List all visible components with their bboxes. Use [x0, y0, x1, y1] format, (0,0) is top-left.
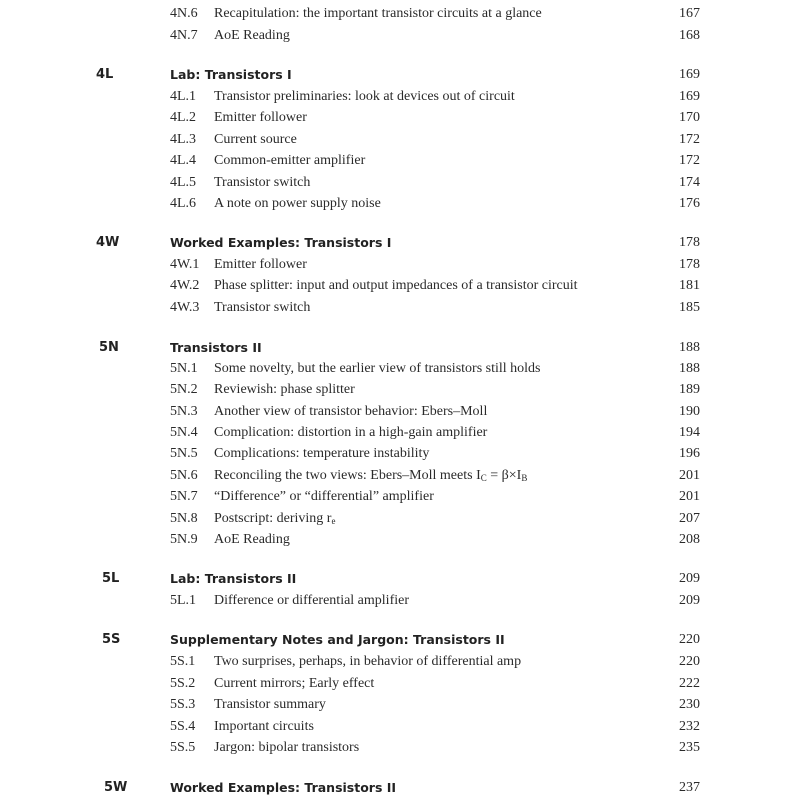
toc-chapter-row[interactable]	[0, 65, 800, 85]
page-number: 169	[679, 89, 700, 104]
section-title	[214, 359, 540, 379]
section-title-text: Phase splitter: input and output impedances of a transistor circuit	[214, 278, 578, 293]
chapter-title: Transistors II	[170, 340, 262, 355]
section-number: 5S.2	[170, 676, 196, 691]
toc-section-row[interactable]	[0, 509, 800, 529]
toc-section-row[interactable]	[0, 674, 800, 694]
section-number: 5N.2	[170, 382, 198, 397]
chapter-code: 5L	[102, 571, 120, 586]
section-number: 5N.7	[170, 489, 198, 504]
section-number: 5N.9	[170, 532, 198, 547]
page-number: 181	[679, 278, 700, 293]
page-number: 209	[679, 593, 700, 608]
chapter-title: Worked Examples: Transistors I	[170, 235, 392, 250]
section-title-text: AoE Reading	[214, 28, 290, 43]
toc-section-row[interactable]	[0, 108, 800, 128]
section-title-text: Reconciling the two views: Ebers–Moll meets I	[214, 468, 481, 483]
toc-section-row[interactable]	[0, 466, 800, 486]
section-title-text: Postscript: deriving r	[214, 511, 332, 526]
section-title	[214, 423, 487, 443]
toc-section-row[interactable]	[0, 359, 800, 379]
section-title-text: Transistor summary	[214, 697, 326, 712]
toc-section-row[interactable]	[0, 4, 800, 24]
section-title-text: Reviewish: phase splitter	[214, 382, 355, 397]
section-title	[214, 652, 521, 672]
chapter-title: Lab: Transistors I	[170, 67, 292, 82]
section-number: 5N.8	[170, 511, 198, 526]
section-title	[214, 674, 374, 694]
toc-section-row[interactable]	[0, 423, 800, 443]
section-number: 4L.4	[170, 153, 197, 168]
section-number: 4L.6	[170, 196, 197, 211]
section-title-text: Recapitulation: the important transistor circuits at a glance	[214, 6, 542, 21]
toc-section-row[interactable]	[0, 402, 800, 422]
chapter-code: 5W	[104, 780, 128, 795]
section-title	[214, 466, 527, 488]
section-number: 4W.1	[170, 257, 200, 272]
section-title	[214, 380, 355, 400]
toc-chapter-row[interactable]	[0, 778, 800, 798]
page-number: 172	[679, 153, 700, 168]
subscript: C	[480, 473, 487, 483]
section-title	[214, 276, 578, 296]
toc-section-row[interactable]	[0, 530, 800, 550]
chapter-code: 5S	[102, 632, 121, 647]
section-title-text: Current mirrors; Early effect	[214, 676, 375, 691]
section-title-text: A note on power supply noise	[214, 196, 381, 211]
section-title	[214, 509, 335, 531]
page-number: 174	[679, 175, 700, 190]
section-title	[214, 738, 359, 758]
section-title	[214, 402, 487, 422]
chapter-title: Worked Examples: Transistors II	[170, 780, 397, 795]
section-number: 4L.1	[170, 89, 197, 104]
section-number: 5S.1	[170, 654, 196, 669]
section-number: 5S.4	[170, 719, 196, 734]
toc-section-row[interactable]	[0, 380, 800, 400]
page-number: 222	[679, 676, 700, 691]
section-title	[214, 444, 429, 464]
section-title-text: Two surprises, perhaps, in behavior of differential amp	[214, 654, 522, 669]
section-number: 4W.2	[170, 278, 200, 293]
page-number: 190	[679, 404, 700, 419]
section-title-text: Transistor preliminaries: look at devices out of circuit	[214, 89, 515, 104]
chapter-code: 4W	[96, 235, 120, 250]
section-title	[214, 173, 310, 193]
section-number: 5S.3	[170, 697, 196, 712]
toc-chapter-row[interactable]	[0, 630, 800, 650]
section-title	[214, 4, 542, 24]
section-number: 4L.2	[170, 110, 197, 125]
toc-section-row[interactable]	[0, 487, 800, 507]
page-number: 230	[679, 697, 700, 712]
section-title-text: “Difference” or “differential” amplifier	[214, 489, 434, 504]
toc-section-row[interactable]	[0, 695, 800, 715]
section-title-text: Transistor switch	[214, 300, 311, 315]
section-title-text: Complication: distortion in a high-gain amplifier	[214, 425, 488, 440]
section-title	[214, 487, 434, 507]
chapter-code: 4L	[96, 67, 114, 82]
toc-section-row[interactable]	[0, 26, 800, 46]
page-number: 169	[679, 67, 700, 82]
section-number: 5N.5	[170, 446, 198, 461]
page-number: 207	[679, 511, 700, 526]
chapter-title: Supplementary Notes and Jargon: Transistors II	[170, 632, 505, 647]
section-number: 4L.5	[170, 175, 197, 190]
page-number: 232	[679, 719, 700, 734]
section-title-text: Current source	[214, 132, 297, 147]
page-number: 201	[679, 468, 700, 483]
toc-chapter-row[interactable]	[0, 569, 800, 589]
section-title	[214, 194, 381, 214]
section-title-text: Another view of transistor behavior: Ebers–Moll	[214, 404, 488, 419]
toc-section-row[interactable]	[0, 276, 800, 296]
page-number: 178	[679, 235, 700, 250]
toc-section-row[interactable]	[0, 652, 800, 672]
toc-section-row[interactable]	[0, 130, 800, 150]
section-number: 5N.3	[170, 404, 198, 419]
page-number: 185	[679, 300, 700, 315]
section-title	[214, 130, 297, 150]
section-title-text: Complications: temperature instability	[214, 446, 430, 461]
toc-section-row[interactable]	[0, 173, 800, 193]
section-title	[214, 151, 365, 171]
subscript: B	[521, 473, 528, 483]
page-number: 196	[679, 446, 700, 461]
section-number: 5S.5	[170, 740, 196, 755]
page-number: 172	[679, 132, 700, 147]
toc-section-row[interactable]	[0, 591, 800, 611]
page-number: 170	[679, 110, 700, 125]
toc-section-row[interactable]	[0, 255, 800, 275]
toc-section-row[interactable]	[0, 738, 800, 758]
page-number: 208	[679, 532, 700, 547]
toc-chapter-row[interactable]	[0, 338, 800, 358]
page-number: 188	[679, 361, 700, 376]
section-title	[214, 87, 515, 107]
page-number: 220	[679, 654, 700, 669]
section-number: 5L.1	[170, 593, 197, 608]
section-number: 5N.1	[170, 361, 198, 376]
page-number: 167	[679, 6, 700, 21]
toc-section-row[interactable]	[0, 298, 800, 318]
section-title-text: Emitter follower	[214, 110, 307, 125]
section-title-text: Important circuits	[214, 719, 314, 734]
section-title-text: Common-emitter amplifier	[214, 153, 366, 168]
section-title	[214, 530, 290, 550]
section-title	[214, 255, 307, 275]
page-number: 176	[679, 196, 700, 211]
page-number: 201	[679, 489, 700, 504]
section-number: 5N.6	[170, 468, 198, 483]
section-title-text: Difference or differential amplifier	[214, 593, 409, 608]
section-number: 5N.4	[170, 425, 198, 440]
toc-section-row[interactable]	[0, 151, 800, 171]
section-title-text: Transistor switch	[214, 175, 311, 190]
section-title-text: Emitter follower	[214, 257, 307, 272]
section-number: 4L.3	[170, 132, 197, 147]
page-number: 168	[679, 28, 700, 43]
section-title	[214, 591, 409, 611]
section-number: 4N.7	[170, 28, 198, 43]
section-title-text: Some novelty, but the earlier view of transistors still holds	[214, 361, 541, 376]
subscript: e	[331, 516, 336, 526]
page-number: 235	[679, 740, 700, 755]
page-number: 188	[679, 340, 700, 355]
section-title-text: AoE Reading	[214, 532, 290, 547]
page-number: 189	[679, 382, 700, 397]
page-number: 209	[679, 571, 700, 586]
toc-section-row[interactable]	[0, 87, 800, 107]
section-title	[214, 26, 290, 46]
section-title	[214, 108, 307, 128]
toc-chapter-row[interactable]	[0, 233, 800, 253]
toc-section-row[interactable]	[0, 717, 800, 737]
toc-section-row[interactable]	[0, 194, 800, 214]
section-title	[214, 695, 326, 715]
chapter-code: 5N	[99, 340, 119, 355]
page-number: 237	[679, 780, 700, 795]
page-number: 220	[679, 632, 700, 647]
page-number: 194	[679, 425, 700, 440]
page-number: 178	[679, 257, 700, 272]
toc-section-row[interactable]	[0, 444, 800, 464]
section-title-text: Jargon: bipolar transistors	[214, 740, 360, 755]
section-number: 4W.3	[170, 300, 200, 315]
section-title	[214, 717, 314, 737]
section-title	[214, 298, 310, 318]
equation-part: = β×I	[486, 468, 522, 483]
chapter-title: Lab: Transistors II	[170, 571, 297, 586]
section-number: 4N.6	[170, 6, 198, 21]
